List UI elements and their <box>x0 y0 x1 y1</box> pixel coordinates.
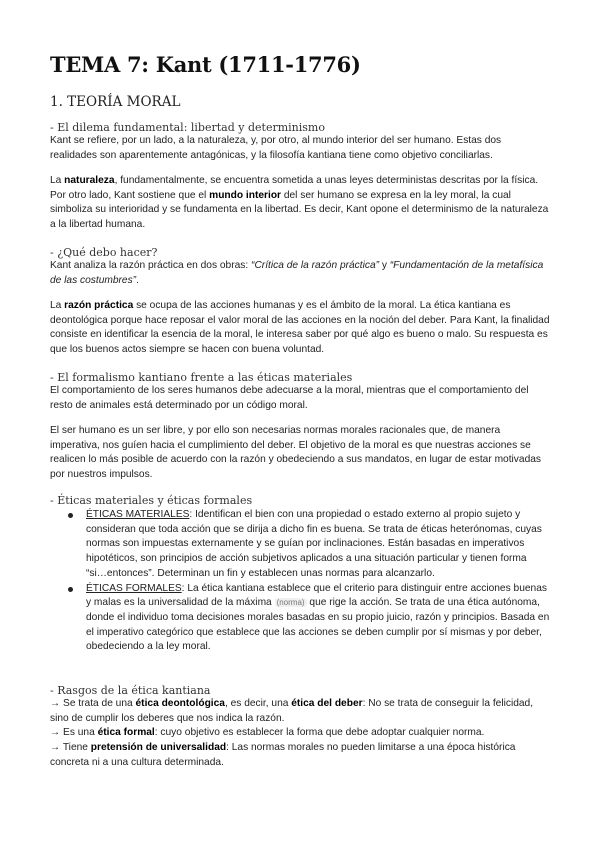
paragraph-formalismo-1: El comportamiento de los seres humanos debe adecuarse a la moral, mientras que el comportamiento del resto de animales está determinado por un código moral. <box>50 385 529 411</box>
bullet-icon <box>68 513 73 518</box>
eticas-list <box>64 508 550 655</box>
rasgo-formal: → Es una ética formal: cuyo objetivo es establecer la forma que debe adoptar cualquier norma. <box>50 727 485 738</box>
subheading-dilema: - El dilema fundamental: libertad y determinismo <box>50 121 325 134</box>
rasgo-universalidad: → Tiene pretensión de universalidad: Las normas morales no pueden limitarse a una época histórica concreta ni a una cultura determinada. <box>50 742 516 768</box>
section-heading: 1. TEORÍA MORAL <box>50 94 181 110</box>
norma-tag: (norma) <box>276 598 305 608</box>
page-title: TEMA 7: Kant (1711-1776) <box>50 52 361 77</box>
subheading-formalismo: - El formalismo kantiano frente a las éticas materiales <box>50 371 353 384</box>
bullet-icon <box>68 587 73 592</box>
subheading-eticas: - Éticas materiales y éticas formales <box>50 494 253 507</box>
rasgo-deontologica: → Se trata de una ética deontológica, es decir, una ética del deber: No se trata de conseguir la felicidad, sino de cumplir los deberes que nos indica la razón. <box>50 698 534 724</box>
paragraph-dilema-2: La naturaleza, fundamentalmente, se encuentra sometida a unas leyes deterministas descritas por la física. Por otro lado, Kant sostiene que el mundo interior del ser humano se expresa en la ley moral, la cual simboliza su interioridad y se fundamenta en la libertad. Es decir, Kant opone el determinismo de la naturaleza a la libertad humana. <box>50 175 549 231</box>
paragraph-formalismo-2: El ser humano es un ser libre, y por ello son necesarias normas morales racionales que, de manera imperativa, nos guíen hacia el cumplimiento del deber. El objetivo de la moral es que nuestras acciones se realicen lo más posible de acuerdo con la razón y obedeciendo a sus mandatos, en lugar de estar motivadas por nuestros impulsos. <box>50 425 541 481</box>
list-item-eticas-formales: ÉTICAS FORMALES: La ética kantiana establece que el criterio para distinguir entre acciones buenas y malas es la universalidad de la máxima (norma) que rige la acción. Se trata de una ética autónoma, donde el individuo toma decisiones morales basadas en su propio juicio, razón y principios. Basada en el imperativo categórico que establece que las acciones se deben cumplir por sí mismas y por deber, obedeciendo a la ley moral. <box>64 582 550 656</box>
subheading-rasgos: - Rasgos de la ética kantiana <box>50 684 211 697</box>
paragraph-razon-2: La razón práctica se ocupa de las acciones humanas y es el ámbito de la moral. La ética kantiana es deontológica porque hace reposar el valor moral de las acciones en la noción del deber. Para Kant, la finalidad consiste en identificar la esencia de la moral, le interesa saber por qué algo es bueno o malo. Su respuesta es que los buenos actos siempre se hacen con buena voluntad. <box>50 300 550 356</box>
subheading-que-debo-hacer: - ¿Qué debo hacer? <box>50 246 158 259</box>
list-item-eticas-materiales: ÉTICAS MATERIALES: Identifican el bien con una propiedad o estado externo al propio sujeto y consideran que toda acción que se dirija a dicho fin es buena. Se trata de éticas heterónomas, cuyas normas son impuestas externamente y se guían por inclinaciones. Están basadas en imperativos hipotéticos, son principios de acción subjetivos aplicados a una situación particular y tienen forma “si…entonces”. Determinan un fin y establecen unas normas para alcanzarlo. <box>64 508 550 582</box>
paragraph-razon-1: Kant analiza la razón práctica en dos obras: “Crítica de la razón práctica” y “Fundamentación de la metafísica de las costumbres”. <box>50 260 544 286</box>
paragraph-dilema-1: Kant se refiere, por un lado, a la naturaleza, y, por otro, al mundo interior del ser humano. Estas dos realidades son aparentemente antagónicas, y la filosofía kantiana tiene como objetivo conciliarlas. <box>50 135 502 161</box>
